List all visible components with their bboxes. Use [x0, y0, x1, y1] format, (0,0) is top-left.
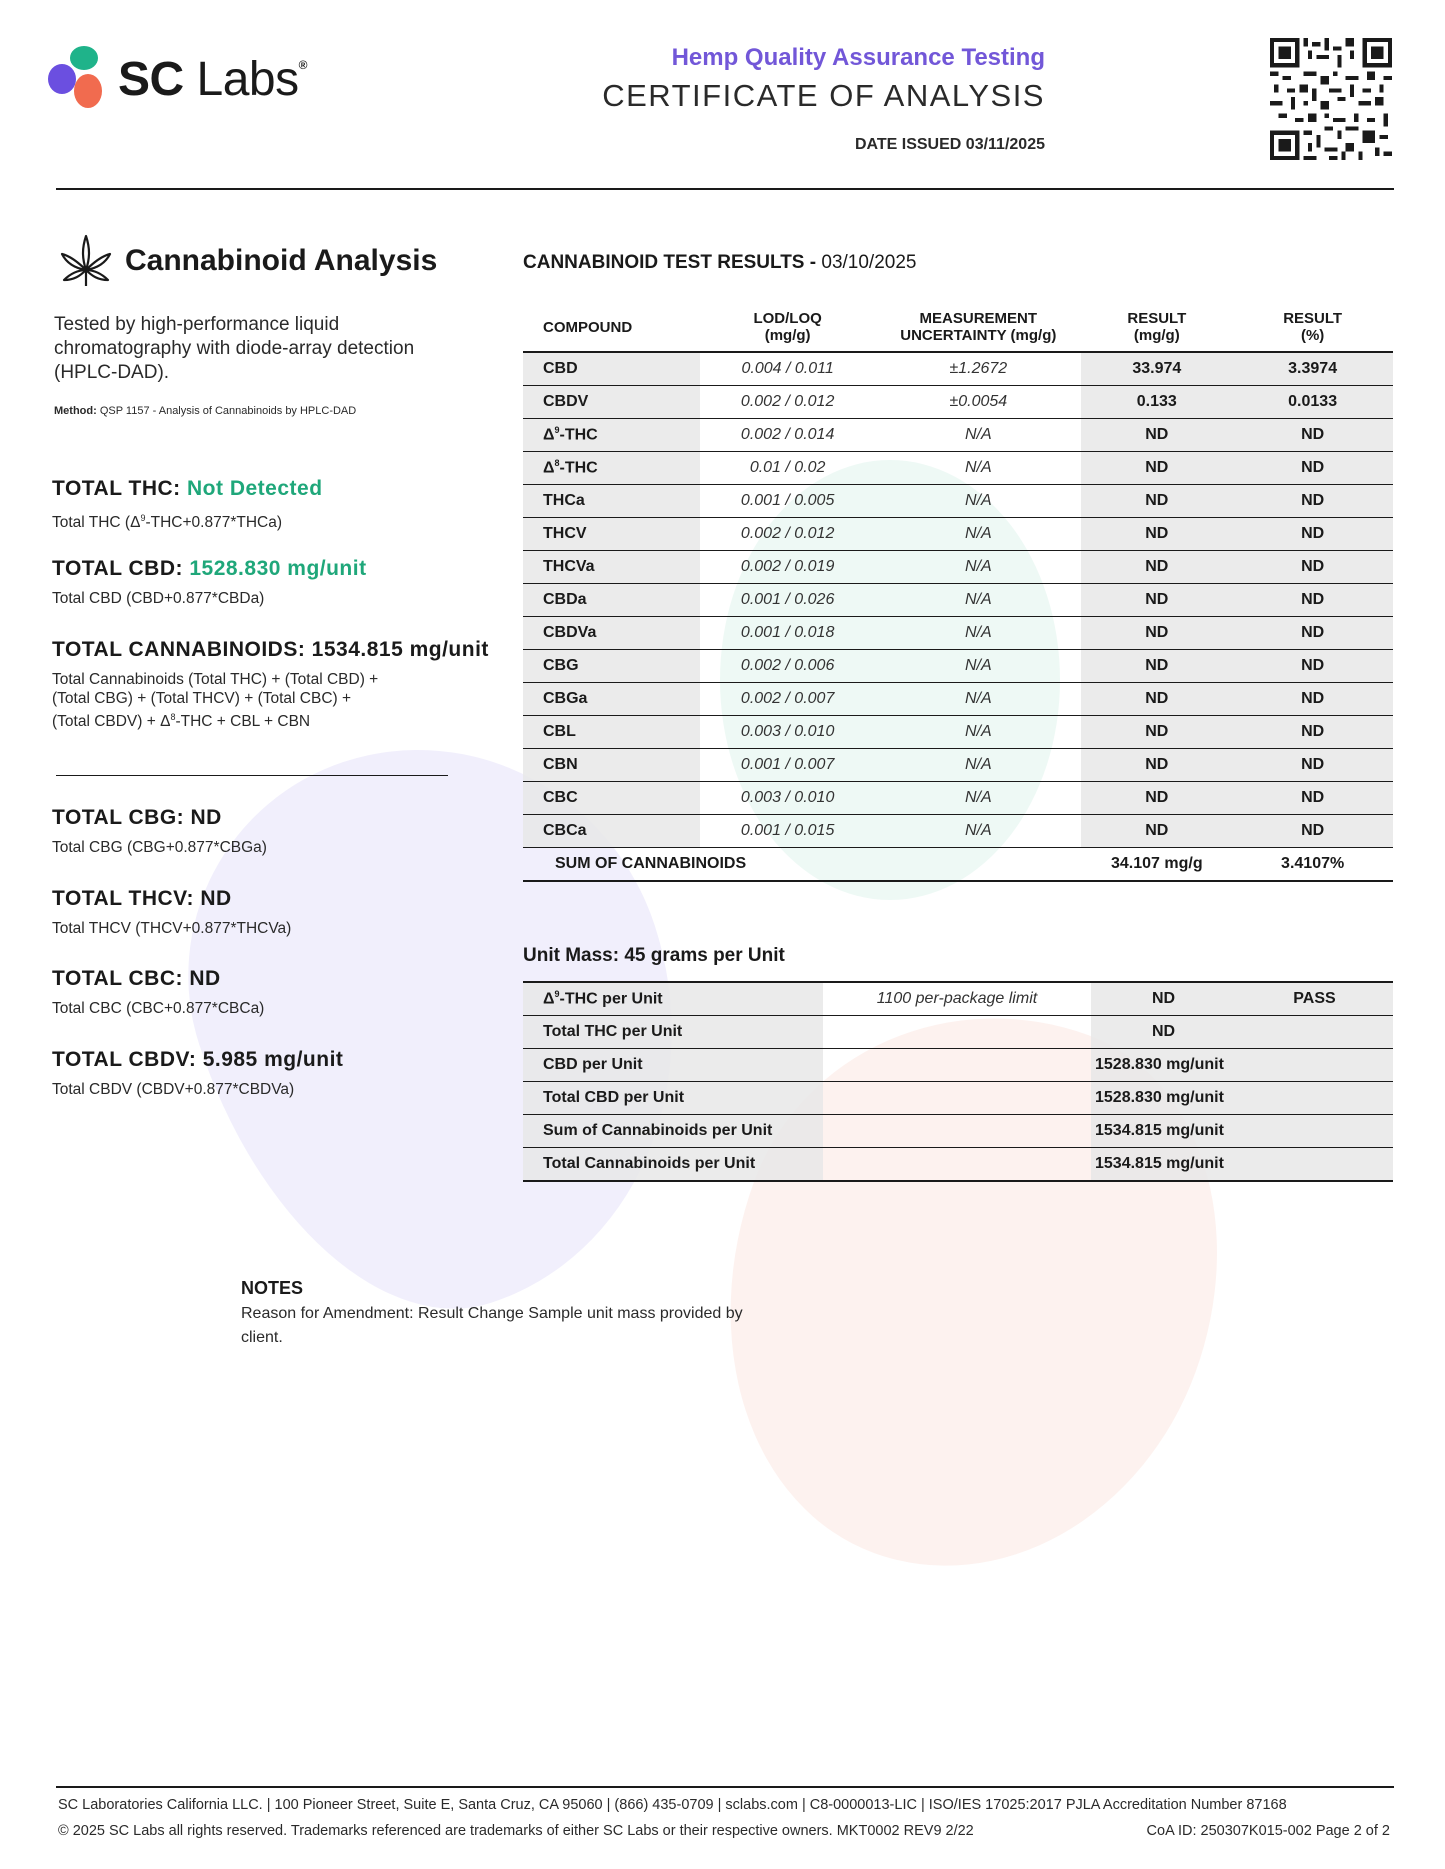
- result-mgg-cell: ND: [1081, 749, 1232, 782]
- row-label: CBD per Unit: [523, 1049, 823, 1082]
- value-cell: ND: [1091, 982, 1236, 1016]
- uncertainty-cell: ±1.2672: [875, 352, 1081, 386]
- result-mgg-cell: ND: [1081, 650, 1232, 683]
- result-mgg-cell: 33.974: [1081, 352, 1232, 386]
- limit-cell: 1100 per-package limit: [823, 982, 1091, 1016]
- uncertainty-cell: N/A: [875, 617, 1081, 650]
- col-uncertainty: MEASUREMENT UNCERTAINTY (mg/g): [875, 303, 1081, 352]
- uncertainty-cell: N/A: [875, 518, 1081, 551]
- value-cell: 1528.830 mg/unit: [1091, 1049, 1393, 1082]
- table-row: [523, 386, 1393, 419]
- lodloq-cell: 0.002 / 0.012: [700, 518, 875, 551]
- result-pct-cell: ND: [1232, 584, 1393, 617]
- compound-cell: CBG: [523, 650, 700, 683]
- total-cbdv: TOTAL CBDV: 5.985 mg/unit: [52, 1048, 344, 1071]
- uncertainty-cell: N/A: [875, 650, 1081, 683]
- table-row: [523, 485, 1393, 518]
- sum-pct: 3.4107%: [1232, 848, 1393, 882]
- value-cell: ND: [1091, 1016, 1236, 1049]
- lodloq-cell: 0.002 / 0.006: [700, 650, 875, 683]
- result-mgg-cell: ND: [1081, 518, 1232, 551]
- table-row: [523, 452, 1393, 485]
- table-row: [523, 551, 1393, 584]
- table-row: [523, 716, 1393, 749]
- table-row: [523, 584, 1393, 617]
- table-row: [523, 419, 1393, 452]
- total-cbd-formula: Total CBD (CBD+0.877*CBDa): [52, 590, 265, 607]
- result-mgg-cell: ND: [1081, 584, 1232, 617]
- result-mgg-cell: ND: [1081, 419, 1232, 452]
- col-result-pct: RESULT (%): [1232, 303, 1393, 352]
- total-cbdv-formula: Total CBDV (CBDV+0.877*CBDVa): [52, 1081, 295, 1098]
- table-row: [523, 1148, 1393, 1182]
- compound-cell: CBC: [523, 782, 700, 815]
- col-compound: COMPOUND: [523, 303, 700, 352]
- logo-dot-coral: [74, 74, 102, 108]
- total-thcv-formula: Total THCV (THCV+0.877*THCVa): [52, 920, 292, 937]
- report-title: CERTIFICATE OF ANALYSIS: [602, 78, 1045, 113]
- uncertainty-cell: N/A: [875, 782, 1081, 815]
- logo-dot-teal: [70, 46, 98, 70]
- uncertainty-cell: N/A: [875, 452, 1081, 485]
- result-mgg-cell: ND: [1081, 617, 1232, 650]
- sc-labs-logo: [48, 46, 378, 116]
- qr-code[interactable]: [1270, 38, 1392, 160]
- value-cell: 1534.815 mg/unit: [1091, 1148, 1393, 1182]
- table-row: [523, 982, 1393, 1016]
- table-row: [523, 683, 1393, 716]
- result-pct-cell: ND: [1232, 452, 1393, 485]
- sum-label: SUM OF CANNABINOIDS: [523, 848, 1081, 882]
- table-row: [523, 352, 1393, 386]
- uncertainty-cell: N/A: [875, 749, 1081, 782]
- result-mgg-cell: ND: [1081, 551, 1232, 584]
- row-label: Sum of Cannabinoids per Unit: [523, 1115, 823, 1148]
- result-mgg-cell: ND: [1081, 716, 1232, 749]
- row-label: Total CBD per Unit: [523, 1082, 823, 1115]
- cannabis-leaf-icon: [56, 230, 116, 290]
- total-thc-formula: Total THC $(\Delta^9-THC+0.877*THCa)$: [52, 513, 282, 532]
- value-cell: 1534.815 mg/unit: [1091, 1115, 1393, 1148]
- table-row: [523, 815, 1393, 848]
- lodloq-cell: 0.001 / 0.007: [700, 749, 875, 782]
- compound-cell: THCa: [523, 485, 700, 518]
- sum-mgg: 34.107 mg/g: [1081, 848, 1232, 882]
- logo-dot-purple: [48, 64, 76, 94]
- compound-cell: CBDV: [523, 386, 700, 419]
- table-row: [523, 782, 1393, 815]
- result-pct-cell: ND: [1232, 617, 1393, 650]
- lodloq-cell: 0.002 / 0.012: [700, 386, 875, 419]
- uncertainty-cell: ±0.0054: [875, 386, 1081, 419]
- method-reference: Method: QSP 1157 - Analysis of Cannabinoids by HPLC-DAD: [54, 405, 357, 417]
- compound-cell: CBN: [523, 749, 700, 782]
- lodloq-cell: 0.003 / 0.010: [700, 782, 875, 815]
- result-mgg-cell: ND: [1081, 452, 1232, 485]
- result-pct-cell: ND: [1232, 815, 1393, 848]
- result-mgg-cell: ND: [1081, 782, 1232, 815]
- notes-heading: NOTES: [241, 1278, 304, 1298]
- col-lodloq: LOD/LOQ (mg/g): [700, 303, 875, 352]
- notes-body: Reason for Amendment: Result Change Sample unit mass provided by client.: [241, 1305, 743, 1346]
- result-pct-cell: ND: [1232, 419, 1393, 452]
- result-pct-cell: ND: [1232, 683, 1393, 716]
- compound-cell: CBL: [523, 716, 700, 749]
- compound-cell: CBD: [523, 352, 700, 386]
- status-cell: PASS: [1236, 982, 1393, 1016]
- left-divider: [56, 775, 448, 776]
- section-title: Cannabinoid Analysis: [125, 244, 438, 277]
- result-pct-cell: ND: [1232, 518, 1393, 551]
- total-cbg-formula: Total CBG (CBG+0.877*CBGa): [52, 839, 267, 856]
- result-pct-cell: 0.0133: [1232, 386, 1393, 419]
- compound-cell: CBGa: [523, 683, 700, 716]
- compound-cell: THCV: [523, 518, 700, 551]
- uncertainty-cell: N/A: [875, 551, 1081, 584]
- table-row: [523, 518, 1393, 551]
- compound-cell: CBCa: [523, 815, 700, 848]
- logo-wordmark: SC Labs®: [118, 53, 307, 106]
- compound-cell: CBDVa: [523, 617, 700, 650]
- table-row: [523, 1082, 1393, 1115]
- footer-divider: [56, 1786, 1394, 1788]
- compound-cell: $\Delta^8$-THC: [523, 452, 700, 485]
- value-cell: 1528.830 mg/unit: [1091, 1082, 1393, 1115]
- results-title: CANNABINOID TEST RESULTS - 03/10/2025: [523, 252, 917, 273]
- result-pct-cell: ND: [1232, 551, 1393, 584]
- result-pct-cell: ND: [1232, 716, 1393, 749]
- lodloq-cell: 0.004 / 0.011: [700, 352, 875, 386]
- per-unit-table: [523, 981, 1393, 1182]
- lodloq-cell: 0.002 / 0.014: [700, 419, 875, 452]
- compound-cell: THCVa: [523, 551, 700, 584]
- total-thcv: TOTAL THCV: ND: [52, 887, 232, 910]
- result-mgg-cell: 0.133: [1081, 386, 1232, 419]
- table-row: [523, 1016, 1393, 1049]
- total-cannabinoids: TOTAL CANNABINOIDS: 1534.815 mg/unit: [52, 638, 489, 661]
- lodloq-cell: 0.001 / 0.026: [700, 584, 875, 617]
- date-issued: DATE ISSUED 03/11/2025: [854, 136, 1045, 153]
- compound-cell: CBDa: [523, 584, 700, 617]
- uncertainty-cell: N/A: [875, 584, 1081, 617]
- row-label: Total THC per Unit: [523, 1016, 823, 1049]
- total-cbg: TOTAL CBG: ND: [52, 806, 222, 829]
- total-cannabinoids-formula: Total Cannabinoids (Total THC) + (Total CBD) + (Total CBG) + (Total THCV) + (Total CBC) + (Total CBDV) + $\Delta^8$-THC + CBL + CBN: [52, 671, 379, 731]
- table-row: [523, 749, 1393, 782]
- uncertainty-cell: N/A: [875, 716, 1081, 749]
- lodloq-cell: 0.01 / 0.02: [700, 452, 875, 485]
- cannabinoid-results-table: [523, 303, 1393, 882]
- lodloq-cell: 0.002 / 0.007: [700, 683, 875, 716]
- total-cbc: TOTAL CBC: ND: [52, 967, 221, 990]
- result-pct-cell: 3.3974: [1232, 352, 1393, 386]
- method-description: Tested by high-performance liquid chromatography with diode-array detection (HPLC-DAD).: [54, 314, 415, 383]
- uncertainty-cell: N/A: [875, 683, 1081, 716]
- lodloq-cell: 0.002 / 0.019: [700, 551, 875, 584]
- lodloq-cell: 0.001 / 0.005: [700, 485, 875, 518]
- row-label: Total Cannabinoids per Unit: [523, 1148, 823, 1182]
- result-mgg-cell: ND: [1081, 683, 1232, 716]
- result-mgg-cell: ND: [1081, 815, 1232, 848]
- result-pct-cell: ND: [1232, 650, 1393, 683]
- row-label: $\Delta^9$-THC per Unit: [523, 982, 823, 1016]
- result-pct-cell: ND: [1232, 485, 1393, 518]
- lodloq-cell: 0.001 / 0.015: [700, 815, 875, 848]
- footer-coa-id: CoA ID: 250307K015-002 Page 2 of 2: [1146, 1823, 1390, 1839]
- report-subtitle: Hemp Quality Assurance Testing: [671, 44, 1045, 71]
- result-pct-cell: ND: [1232, 782, 1393, 815]
- lodloq-cell: 0.003 / 0.010: [700, 716, 875, 749]
- total-cbd: TOTAL CBD: 1528.830 mg/unit: [52, 557, 367, 580]
- footer-address: SC Laboratories California LLC. | 100 Pioneer Street, Suite E, Santa Cruz, CA 95060 | (866) 435-0709 | sclabs.com | C8-0000013-LIC | ISO/IES 17025:2017 PJLA Accreditation Number 87168: [58, 1797, 1287, 1813]
- footer-copyright: © 2025 SC Labs all rights reserved. Trademarks referenced are trademarks of either SC Labs or their respective owners. MKT0002 REV9 2/22: [58, 1823, 974, 1839]
- header-divider: [56, 188, 1394, 190]
- uncertainty-cell: N/A: [875, 815, 1081, 848]
- table-row: [523, 1049, 1393, 1082]
- uncertainty-cell: N/A: [875, 485, 1081, 518]
- result-mgg-cell: ND: [1081, 485, 1232, 518]
- sum-row: [523, 848, 1393, 882]
- table-row: [523, 617, 1393, 650]
- col-result-mgg: RESULT (mg/g): [1081, 303, 1232, 352]
- result-pct-cell: ND: [1232, 749, 1393, 782]
- table-row: [523, 1115, 1393, 1148]
- total-cbc-formula: Total CBC (CBC+0.877*CBCa): [52, 1000, 265, 1017]
- table-row: [523, 650, 1393, 683]
- unit-mass-title: Unit Mass: 45 grams per Unit: [523, 945, 785, 966]
- total-thc: TOTAL THC: Not Detected: [52, 477, 323, 500]
- compound-cell: $\Delta^9$-THC: [523, 419, 700, 452]
- uncertainty-cell: N/A: [875, 419, 1081, 452]
- lodloq-cell: 0.001 / 0.018: [700, 617, 875, 650]
